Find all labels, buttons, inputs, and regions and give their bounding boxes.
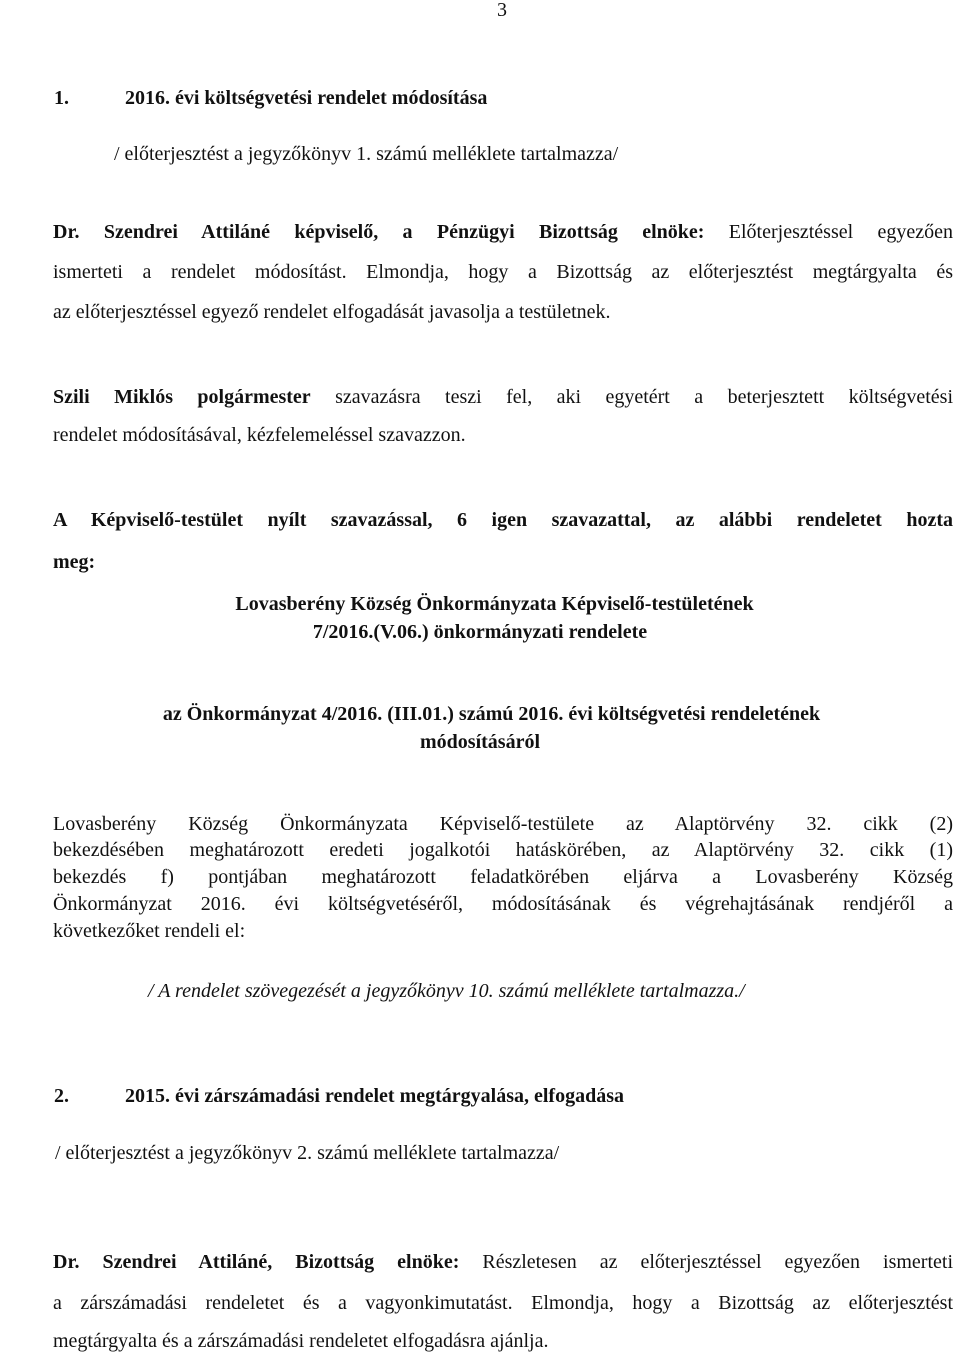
item-2-speaker-text: Részletesen az előterjesztéssel egyezően ismerteti — [482, 1251, 953, 1273]
speaker-1-paragraph-line-3: az előterjesztéssel egyező rendelet elfogadását javasolja a testületnek. — [53, 301, 611, 323]
page-number: 3 — [497, 0, 507, 21]
preamble-line-2: bekezdésében meghatározott eredeti jogalkotói hatáskörében, az Alaptörvény 32. cikk (1) — [53, 839, 953, 861]
item-2-speaker-paragraph-line-1 — [53, 1250, 953, 1274]
decree-subject-line-2: módosításáról — [420, 731, 540, 753]
agenda-item-1-attachment-note: / előterjesztést a jegyzőkönyv 1. számú melléklete tartalmazza/ — [114, 143, 619, 165]
preamble-line-4: Önkormányzat 2016. évi költségvetéséről, módosításának és végrehajtásának rendjéről a — [53, 893, 953, 915]
agenda-item-1-number: 1. — [54, 87, 69, 109]
speaker-1-paragraph-line-2: ismerteti a rendelet módosítást. Elmondja, hogy a Bizottság az előterjesztést megtárgyalta és — [53, 261, 953, 283]
mayor-text: szavazásra teszi fel, aki egyetért a beterjesztett költségvetési — [335, 386, 953, 408]
preamble-line-3: bekezdés f) pontjában meghatározott feladatkörében eljárva a Lovasberény Község — [53, 866, 953, 888]
vote-result-line-2: meg: — [53, 551, 96, 573]
decree-title-line-1: Lovasberény Község Önkormányzata Képviselő-testületének — [235, 593, 754, 615]
mayor-paragraph-line-2: rendelet módosításával, kézfelemeléssel szavazzon. — [53, 424, 466, 446]
mayor-name: Szili Miklós polgármester — [53, 386, 311, 408]
preamble-line-5: következőket rendeli el: — [53, 920, 246, 942]
speaker-1-paragraph-line-1 — [53, 220, 953, 244]
item-2-speaker-name: Dr. Szendrei Attiláné, Bizottság elnöke: — [53, 1251, 460, 1273]
item-2-speaker-paragraph-line-2: a zárszámadási rendeletet és a vagyonkimutatást. Elmondja, hogy a Bizottság az előterjesztést — [53, 1292, 953, 1314]
decree-subject-line-1: az Önkormányzat 4/2016. (III.01.) számú 2016. évi költségvetési rendeletének — [162, 703, 821, 725]
item-2-speaker-paragraph-line-3: megtárgyalta és a zárszámadási rendeletet elfogadásra ajánlja. — [53, 1330, 549, 1352]
decree-title-line-2: 7/2016.(V.06.) önkormányzati rendelete — [312, 621, 648, 643]
agenda-item-2-number: 2. — [54, 1085, 69, 1107]
preamble-line-1: Lovasberény Község Önkormányzata Képviselő-testülete az Alaptörvény 32. cikk (2) — [53, 813, 953, 835]
agenda-item-2-attachment-note: / előterjesztést a jegyzőkönyv 2. számú melléklete tartalmazza/ — [55, 1142, 560, 1164]
speaker-1-name: Dr. Szendrei Attiláné képviselő, a Pénzügyi Bizottság elnöke: — [53, 221, 705, 243]
agenda-item-2-title: 2015. évi zárszámadási rendelet megtárgyalása, elfogadása — [125, 1085, 624, 1107]
decree-text-note: / A rendelet szövegezését a jegyzőkönyv 10. számú melléklete tartalmazza./ — [148, 980, 745, 1002]
vote-result-line-1: A Képviselő-testület nyílt szavazással, 6 igen szavazattal, az alábbi rendeletet hozta — [53, 509, 953, 531]
mayor-paragraph-line-1 — [53, 385, 953, 409]
speaker-1-text: Előterjesztéssel egyezően — [728, 221, 953, 243]
agenda-item-1-title: 2016. évi költségvetési rendelet módosítása — [125, 87, 488, 109]
